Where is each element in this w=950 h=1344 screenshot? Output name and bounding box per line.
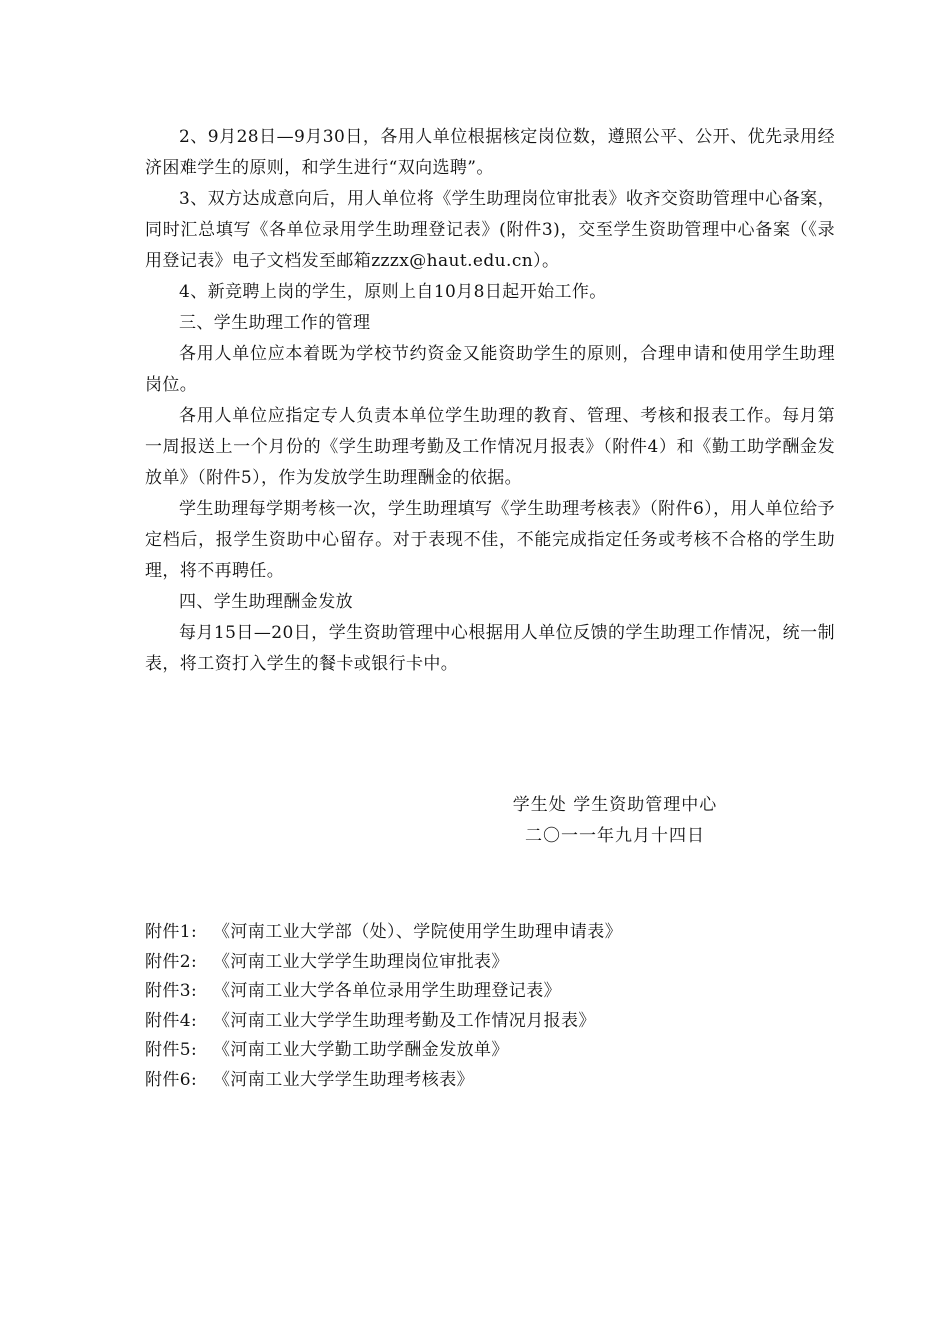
paragraph-step-4: 4、新竞聘上岗的学生，原则上自10月8日起开始工作。 [179,282,607,302]
section-3-paragraph: 各用人单位应指定专人负责本单位学生助理的教育、管理、考核和报表工作。每月第一周报送上一个月份的《学生助理考勤及工作情况月报表》（附件4）和《勤工助学酬金发放单》（附件5），作为发放学生助理酬金的依据。 [145,406,835,488]
attachment-label: 附件6: [145,1069,198,1090]
paragraph-step-2: 2、9月28日—9月30日，各用人单位根据核定岗位数，遵照公平、公开、优先录用经济困难学生的原则，和学生进行“双向选聘”。 [145,127,835,178]
attachment-item [145,948,835,978]
attachment-label: 附件1: [145,922,198,942]
attachment-title: 《河南工业大学学生助理考核表》 [213,1069,474,1090]
attachment-title: 《河南工业大学各单位录用学生助理登记表》 [213,981,561,1001]
section-3-paragraph: 学生助理每学期考核一次，学生助理填写《学生助理考核表》（附件6），用人单位给予定档后，报学生资助中心留存。对于表现不佳，不能完成指定任务或考核不合格的学生助理，将不再聘任。 [145,499,835,581]
attachment-item [145,1007,835,1037]
attachment-title: 《河南工业大学学生助理考勤及工作情况月报表》 [213,1010,596,1031]
paragraph-step-3: 3、双方达成意向后，用人单位将《学生助理岗位审批表》收齐交资助管理中心备案，同时汇总填写《各单位录用学生助理登记表》(附件3)，交至学生资助管理中心备案（《录用登记表》电子文档发至邮箱zzzx@haut.edu.cn）。 [145,189,835,271]
section-4-heading: 四、学生助理酬金发放 [179,592,353,612]
section-3-heading: 三、学生助理工作的管理 [179,313,371,333]
attachment-item [145,918,835,948]
section-3-paragraph: 各用人单位应本着既为学校节约资金又能资助学生的原则，合理申请和使用学生助理岗位。 [145,344,835,395]
document-body [145,122,835,680]
attachment-item [145,1066,835,1096]
attachment-item [145,1036,835,1066]
signature-block [480,790,750,852]
attachment-title: 《河南工业大学部（处）、学院使用学生助理申请表》 [213,922,623,942]
attachment-label: 附件3: [145,981,198,1001]
attachment-label: 附件5: [145,1040,198,1060]
attachment-list [145,918,835,1095]
signature-date: 二〇一一年九月十四日 [525,826,705,846]
attachment-label: 附件2: [145,951,198,972]
attachment-title: 《河南工业大学学生助理岗位审批表》 [213,951,509,972]
attachment-label: 附件4: [145,1010,198,1031]
section-4-paragraph: 每月15日—20日，学生资助管理中心根据用人单位反馈的学生助理工作情况，统一制表，将工资打入学生的餐卡或银行卡中。 [145,623,835,674]
attachment-item [145,977,835,1007]
attachment-title: 《河南工业大学勤工助学酬金发放单》 [213,1040,509,1060]
signature-issuer: 学生处 学生资助管理中心 [512,795,718,815]
